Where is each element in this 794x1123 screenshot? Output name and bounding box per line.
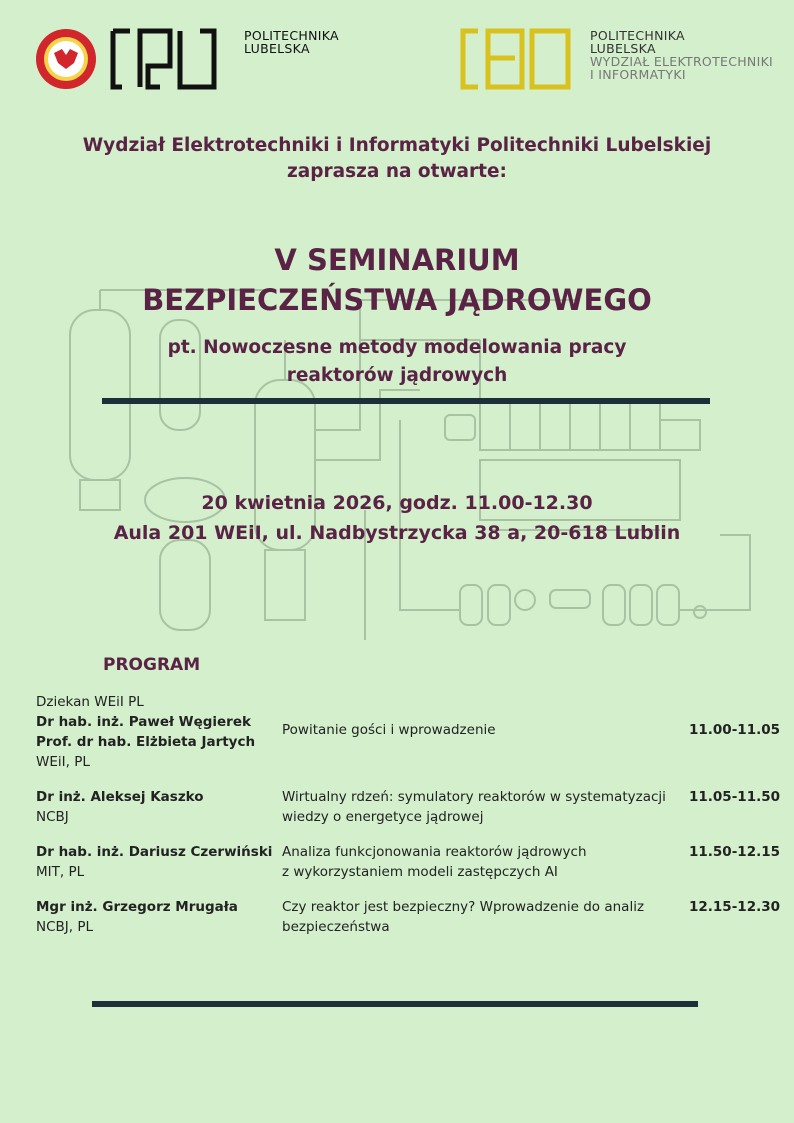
speaker-name: Mgr inż. Grzegorz Mrugała [36,899,238,915]
event-place: Aula 201 WEiI, ul. Nadbystrzycka 38 a, 20-618 Lublin [113,522,681,544]
program-row-speakers [36,692,276,772]
divider-bottom [92,1001,698,1007]
talk-line: wiedzy o energetyce jądrowej [282,809,484,825]
intro-line1: Wydział Elektrotechniki i Informatyki Politechniki Lubelskiej [82,135,712,156]
subtitle-line1: pt. Nowoczesne metody modelowania pracy [167,337,627,358]
talk-time: 12.15-12.30 [689,899,781,915]
speaker-affiliation: NCBJ, PL [36,919,94,935]
speaker-name: Dr hab. inż. Dariusz Czerwiński [36,844,273,860]
title-line2: BEZPIECZEŃSTWA JĄDROWEGO [142,283,652,317]
talk-title [282,787,682,827]
logo2-line4: I INFORMATYKI [590,67,686,82]
talk-time: 11.50-12.15 [689,844,781,860]
speaker-name: Dr inż. Aleksej Kaszko [36,789,204,805]
logo1-line1: POLITECHNIKA [244,28,339,43]
speaker-affiliation: WEiI, PL [36,754,90,770]
speaker-affiliation: NCBJ [36,809,69,825]
subtitle-line2: reaktorów jądrowych [286,365,508,386]
program-row-speakers [36,787,276,827]
talk-line: Czy reaktor jest bezpieczny? Wprowadzenie do analiz [282,899,645,915]
talk-line: Analiza funkcjonowania reaktorów jądrowych [282,844,587,860]
logo2-line3: WYDZIAŁ ELEKTROTECHNIKI [590,54,774,69]
talk-line: Powitanie gości i wprowadzenie [282,722,496,738]
talk-title [282,897,682,937]
program-heading: PROGRAM [103,655,201,675]
speaker-prefix: Dziekan WEiI PL [36,694,144,710]
talk-time: 11.00-11.05 [689,722,781,738]
seminar-subtitle [0,334,794,390]
speaker-name: Prof. dr hab. Elżbieta Jartych [36,734,256,750]
event-date: 20 kwietnia 2026, godz. 11.00-12.30 [201,492,593,514]
university-seal-icon [34,27,98,91]
logo2-text [590,29,773,81]
speaker-affiliation: MIT, PL [36,864,85,880]
speaker-name: Dr hab. inż. Paweł Węgierek [36,714,251,730]
program-row-speakers [36,842,276,882]
logo1-line2: LUBELSKA [244,41,310,56]
program-row-speakers [36,897,276,937]
seminar-title [0,240,794,320]
talk-title [282,842,682,882]
title-line1: V SEMINARIUM [274,243,520,277]
logo2-line2: LUBELSKA [590,41,656,56]
talk-time: 11.05-11.50 [689,789,781,805]
talk-line: bezpieczeństwa [282,919,390,935]
event-info [0,488,794,548]
logo1-text [244,29,339,55]
talk-line: Wirtualny rdzeń: symulatory reaktorów w systematyzacji [282,789,666,805]
intro-text [0,133,794,185]
talk-title [282,720,682,740]
talk-line: z wykorzystaniem modeli zastępczych AI [282,864,558,880]
pl-logo-icon [110,28,228,90]
logo2-line1: POLITECHNIKA [590,28,685,43]
intro-line2: zaprasza na otwarte: [287,161,507,182]
weii-logo-icon [460,28,578,90]
divider-top [102,398,710,404]
